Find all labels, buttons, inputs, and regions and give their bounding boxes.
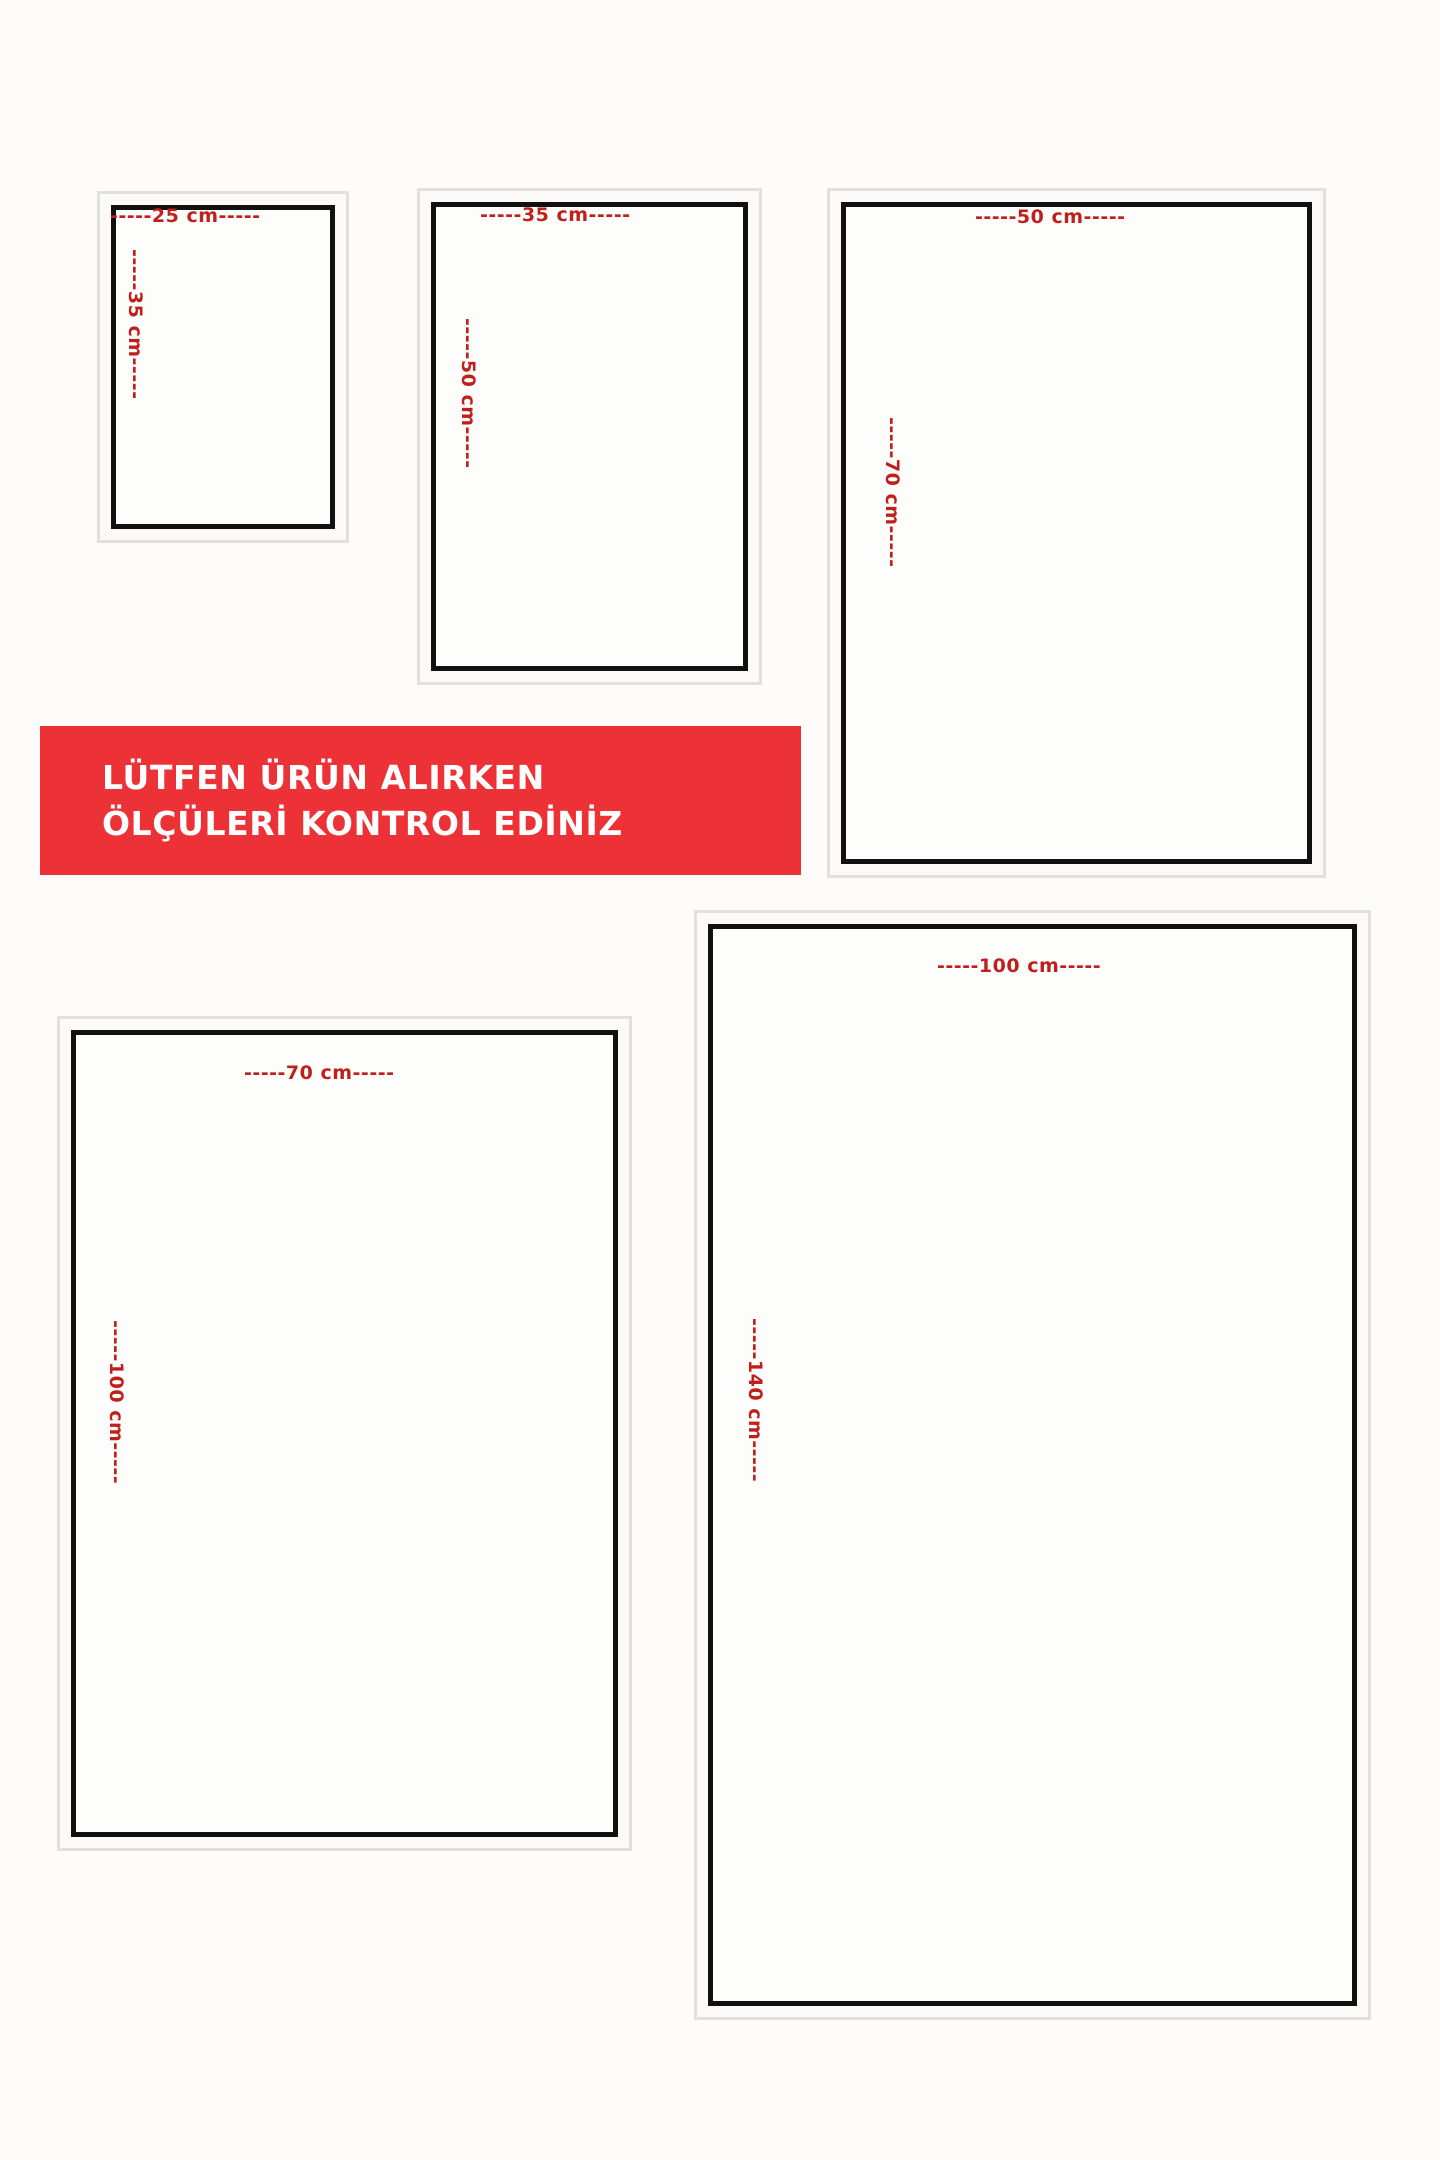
frame-70x100-height-label: -----100 cm----- [105, 1320, 127, 1485]
frame-50x70-height-label: -----70 cm----- [881, 417, 903, 568]
frame-50x70-inner [841, 202, 1312, 864]
frame-70x100-inner [71, 1030, 618, 1837]
frame-100x140-inner [708, 924, 1357, 2006]
frame-100x140 [694, 910, 1371, 2020]
frame-35x50-height-label: -----50 cm----- [457, 318, 479, 469]
frame-70x100-width-label: -----70 cm----- [244, 1062, 395, 1084]
notice-banner [40, 726, 801, 875]
frame-35x50-width-label: -----35 cm----- [480, 204, 631, 226]
frame-25x35-width-label: -----25 cm----- [110, 205, 261, 227]
frame-50x70-width-label: -----50 cm----- [975, 206, 1126, 228]
frame-100x140-width-label: -----100 cm----- [937, 955, 1102, 977]
notice-line-1: LÜTFEN ÜRÜN ALIRKEN [102, 757, 545, 797]
frame-25x35-height-label: -----35 cm----- [124, 249, 146, 400]
notice-line-2: ÖLÇÜLERİ KONTROL EDİNİZ [102, 803, 623, 843]
frame-70x100 [57, 1016, 632, 1851]
frame-100x140-height-label: -----140 cm----- [744, 1318, 766, 1483]
